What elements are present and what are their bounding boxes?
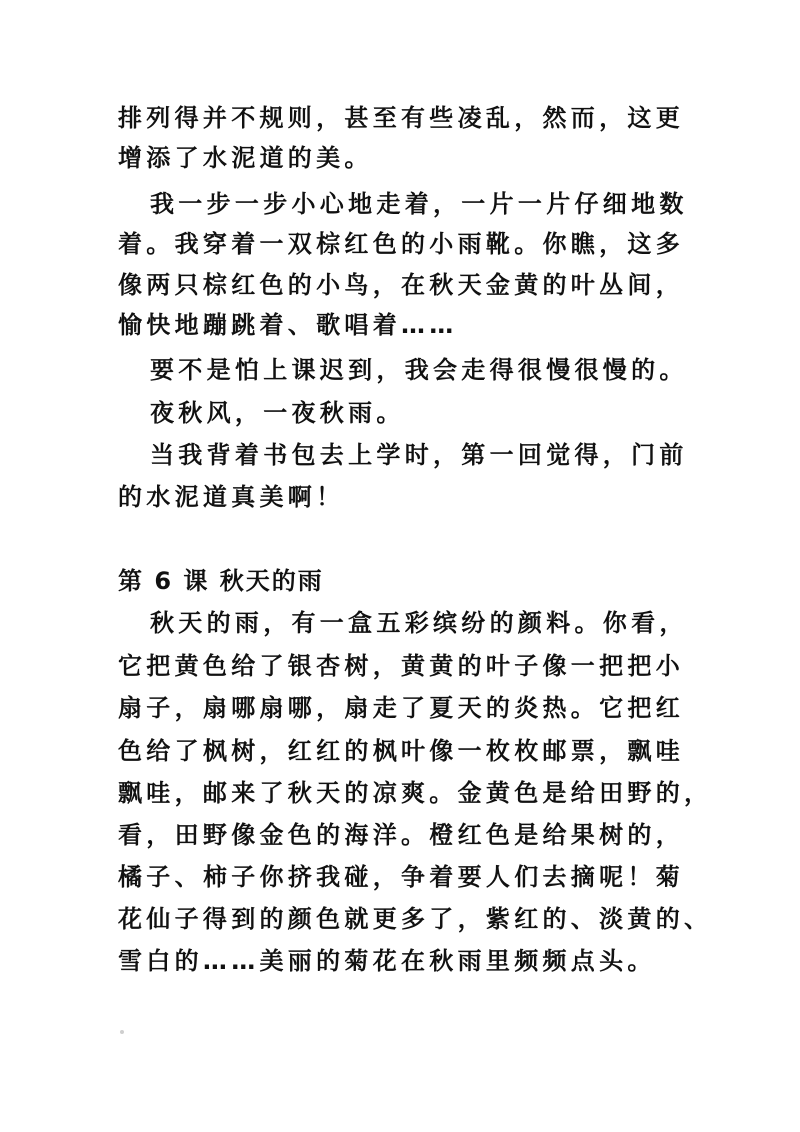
paragraph-line: 当我背着书包去上学时，第一回觉得，门前 [150,441,688,469]
text-line: 愉快地蹦跳着、歌唱着…… [118,311,458,339]
lesson-heading: 第 6 课 秋天的雨 [118,567,324,595]
paragraph-line: 夜秋风，一夜秋雨。 [150,399,405,427]
text-line: 橘子、柿子你挤我碰，争着要人们去摘呢！菊 [118,863,684,891]
text-line: 扇子，扇哪扇哪，扇走了夏天的炎热。它把红 [118,694,684,722]
text-line: 色给了枫树，红红的枫叶像一枚枚邮票，飘哇 [118,737,684,765]
text-line: 看，田野像金色的海洋。橙红色是给果树的， [118,821,684,849]
paragraph-line: 要不是怕上课迟到，我会走得很慢很慢的。 [150,356,688,384]
text-line: 它把黄色给了银杏树，黄黄的叶子像一把把小 [118,652,684,680]
scan-speck [120,1030,124,1034]
text-line: 花仙子得到的颜色就更多了，紫红的、淡黄的、 [118,905,713,933]
text-line: 排列得并不规则，甚至有些凌乱，然而，这更 [118,104,684,132]
text-line: 的水泥道真美啊！ [118,483,345,511]
text-line: 像两只棕红色的小鸟，在秋天金黄的叶丛间， [118,271,684,299]
paragraph-line: 秋天的雨，有一盒五彩缤纷的颜料。你看， [150,609,688,637]
paragraph-line: 我一步一步小心地走着，一片一片仔细地数 [150,190,688,218]
text-line: 着。我穿着一双棕红色的小雨靴。你瞧，这多 [118,230,684,258]
text-line: 飘哇，邮来了秋天的凉爽。金黄色是给田野的， [118,779,713,807]
text-line: 增添了水泥道的美。 [118,144,373,172]
text-line: 雪白的……美丽的菊花在秋雨里频频点头。 [118,947,656,975]
